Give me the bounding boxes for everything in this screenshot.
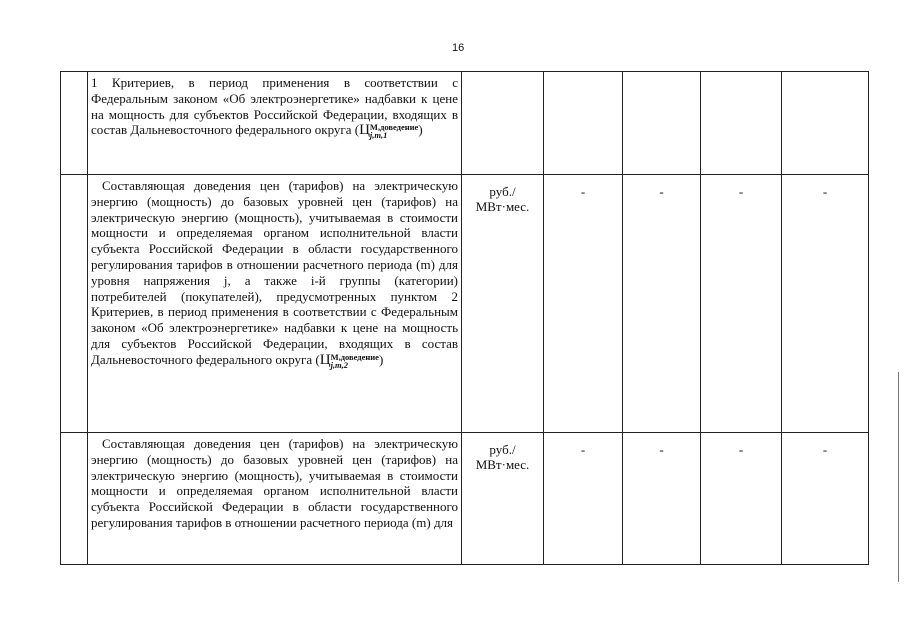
value-cell: [701, 72, 782, 175]
table-row: [61, 175, 869, 433]
unit-line-2: МВт·мес.: [475, 457, 530, 472]
value-cell: [623, 72, 701, 175]
formula: [359, 122, 423, 139]
formula-symbol: Ц: [359, 122, 370, 139]
row-text: Составляющая доведения цен (тарифов) на электрическую энергию (мощность) до базовых уровней цен (тарифов) на электрическую энергию (мощность), учитываемая в стоимости мощности и определяемая органом исполнительной власти субъекта Российской Федерации в области государственного регулирования тарифов в отношении расчетного периода (m) для: [91, 436, 458, 530]
value-cell: -: [544, 175, 623, 433]
value-cell: -: [701, 433, 782, 565]
table-row: [61, 72, 869, 175]
index-cell: [61, 72, 88, 175]
value-cell: [544, 72, 623, 175]
unit-line-1: руб./: [489, 442, 516, 457]
formula-symbol: Ц: [319, 351, 331, 368]
value-cell: -: [623, 175, 701, 433]
index-cell: [61, 433, 88, 565]
row-text-end: ): [378, 351, 384, 367]
value-cell: -: [782, 433, 869, 565]
row-text: 1 Критериев, в период применения в соответствии с Федеральным законом «Об электроэнергетике» надбавки к цене на мощность для субъектов Российской Федерации, входящих в состав Дальневосточного федерального округа (: [91, 75, 458, 138]
unit-line-2: МВт·мес.: [475, 199, 530, 214]
unit-cell: [462, 72, 544, 175]
row-text-end: ): [418, 122, 423, 138]
value-cell: -: [701, 175, 782, 433]
description-cell: [88, 72, 462, 175]
value-cell: -: [782, 175, 869, 433]
formula-superscript: М,доведение: [330, 351, 379, 362]
unit-cell: [462, 433, 544, 565]
value-cell: [782, 72, 869, 175]
table-row: [61, 433, 869, 565]
formula-subscript: j,m,1: [369, 130, 388, 141]
description-cell: [88, 175, 462, 433]
formula-superscript: М,доведение: [369, 122, 419, 133]
formula: [320, 352, 384, 369]
page-edge-line: [898, 372, 899, 582]
unit-line-1: руб./: [489, 184, 516, 199]
formula-subscript: j,m,2: [330, 359, 349, 370]
unit-cell: [462, 175, 544, 433]
tariff-table: [60, 71, 869, 565]
value-cell: -: [623, 433, 701, 565]
page-number: 16: [452, 42, 465, 54]
value-cell: -: [544, 433, 623, 565]
description-cell: [88, 433, 462, 565]
row-text: Составляющая доведения цен (тарифов) на электрическую энергию (мощность) до базовых уровней цен (тарифов) на электрическую энергию (мощность), учитываемая в стоимости мощности и определяемая органом исполнительной власти субъекта Российской Федерации в области государственного регулирования тарифов в отношении расчетного периода (m) для уровня напряжения j, а также i-й группы (категории) потребителей (покупателей), предусмотренных пунктом 2 Критериев, в период применения в соответствии с Федеральным законом «Об электроэнергетике» надбавки к цене на мощность для субъектов Российской Федерации, входящих в состав Дальневосточного федерального округа (: [91, 178, 458, 367]
index-cell: [61, 175, 88, 433]
